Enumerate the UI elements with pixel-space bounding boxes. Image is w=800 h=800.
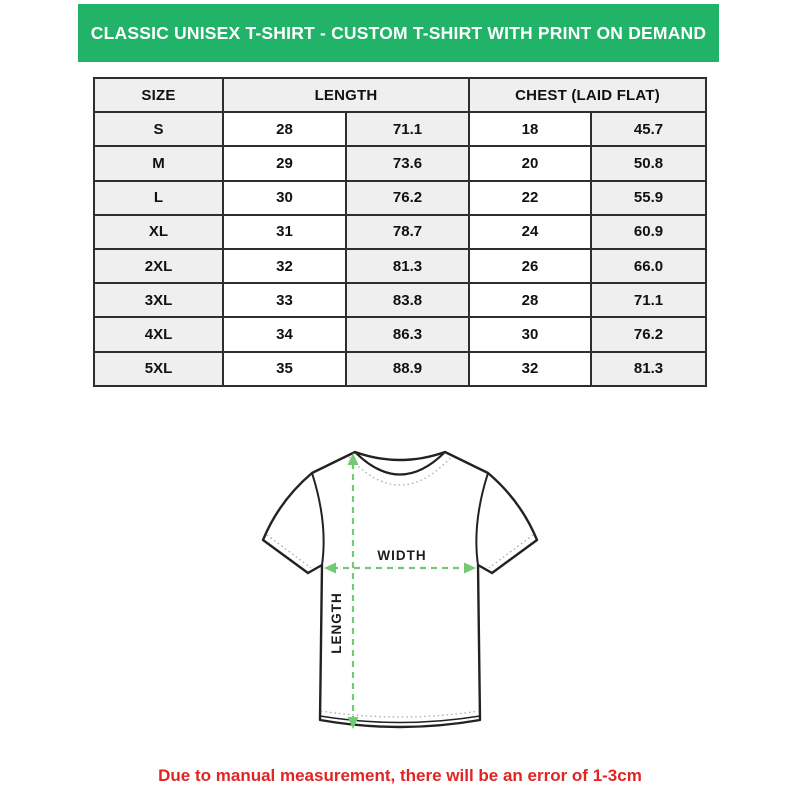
chest-in-cell: 30 bbox=[469, 317, 591, 351]
table-row bbox=[94, 112, 706, 146]
title-banner bbox=[78, 4, 719, 62]
length-label: LENGTH bbox=[329, 592, 344, 654]
chest-cm-cell: 55.9 bbox=[591, 181, 706, 215]
table-row bbox=[94, 317, 706, 351]
measurement-note: Due to manual measurement, there will be an error of 1-3cm bbox=[158, 766, 642, 785]
table-header-row bbox=[94, 78, 706, 112]
chest-in-cell: 20 bbox=[469, 146, 591, 180]
chest-in-cell: 28 bbox=[469, 283, 591, 317]
page-title: CLASSIC UNISEX T-SHIRT - CUSTOM T-SHIRT WITH PRINT ON DEMAND bbox=[90, 22, 707, 43]
length-in-cell: 29 bbox=[223, 146, 346, 180]
chest-in-cell: 26 bbox=[469, 249, 591, 283]
length-cm-cell: 76.2 bbox=[346, 181, 469, 215]
size-cell: 2XL bbox=[94, 249, 223, 283]
length-in-cell: 33 bbox=[223, 283, 346, 317]
length-in-cell: 28 bbox=[223, 112, 346, 146]
chest-in-cell: 18 bbox=[469, 112, 591, 146]
table-row bbox=[94, 146, 706, 180]
length-cm-cell: 86.3 bbox=[346, 317, 469, 351]
length-in-cell: 34 bbox=[223, 317, 346, 351]
size-table bbox=[93, 77, 707, 387]
length-cm-cell: 73.6 bbox=[346, 146, 469, 180]
col-header-size: SIZE bbox=[94, 78, 223, 112]
length-cm-cell: 81.3 bbox=[346, 249, 469, 283]
chest-cm-cell: 50.8 bbox=[591, 146, 706, 180]
size-cell: M bbox=[94, 146, 223, 180]
size-cell: L bbox=[94, 181, 223, 215]
length-cm-cell: 78.7 bbox=[346, 215, 469, 249]
table-row bbox=[94, 249, 706, 283]
chest-in-cell: 32 bbox=[469, 352, 591, 386]
chest-cm-cell: 66.0 bbox=[591, 249, 706, 283]
length-cm-cell: 71.1 bbox=[346, 112, 469, 146]
length-in-cell: 31 bbox=[223, 215, 346, 249]
table-row bbox=[94, 181, 706, 215]
chest-cm-cell: 81.3 bbox=[591, 352, 706, 386]
chest-cm-cell: 76.2 bbox=[591, 317, 706, 351]
length-cm-cell: 88.9 bbox=[346, 352, 469, 386]
chest-cm-cell: 71.1 bbox=[591, 283, 706, 317]
col-header-length: LENGTH bbox=[223, 78, 469, 112]
width-label: WIDTH bbox=[377, 548, 427, 563]
chest-cm-cell: 45.7 bbox=[591, 112, 706, 146]
size-cell: S bbox=[94, 112, 223, 146]
size-cell: 5XL bbox=[94, 352, 223, 386]
table-row bbox=[94, 283, 706, 317]
size-cell: XL bbox=[94, 215, 223, 249]
tshirt-diagram bbox=[250, 437, 550, 747]
size-cell: 3XL bbox=[94, 283, 223, 317]
table-row bbox=[94, 215, 706, 249]
chest-cm-cell: 60.9 bbox=[591, 215, 706, 249]
col-header-chest: CHEST (LAID FLAT) bbox=[469, 78, 706, 112]
tshirt-outline-icon bbox=[263, 452, 537, 727]
chest-in-cell: 22 bbox=[469, 181, 591, 215]
length-in-cell: 30 bbox=[223, 181, 346, 215]
length-in-cell: 35 bbox=[223, 352, 346, 386]
length-in-cell: 32 bbox=[223, 249, 346, 283]
size-cell: 4XL bbox=[94, 317, 223, 351]
table-row bbox=[94, 352, 706, 386]
chest-in-cell: 24 bbox=[469, 215, 591, 249]
length-cm-cell: 83.8 bbox=[346, 283, 469, 317]
